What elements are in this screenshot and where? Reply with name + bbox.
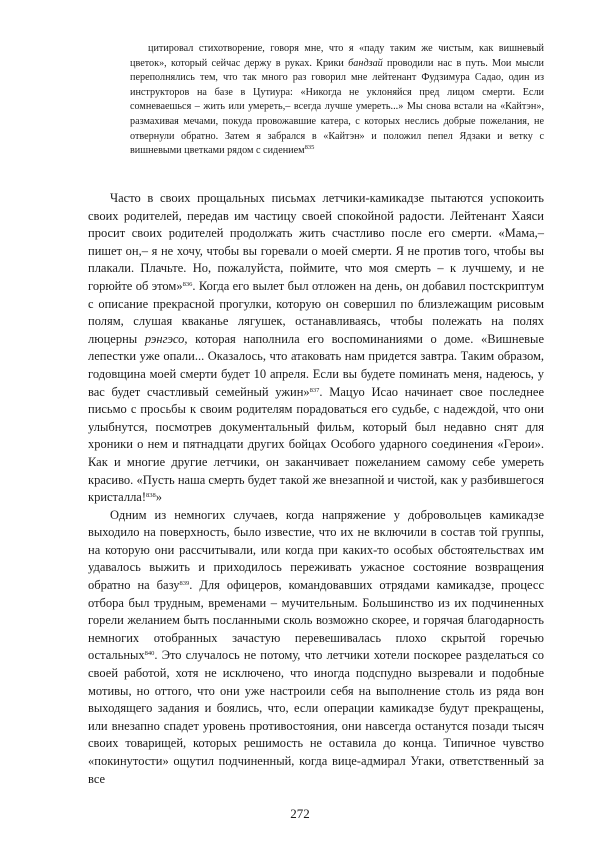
footnote-ref[interactable]: 837 bbox=[309, 386, 320, 394]
footnote-ref[interactable]: 836 bbox=[182, 280, 193, 288]
page-number: 272 bbox=[290, 806, 310, 821]
paragraph-text: Одним из немногих случаев, когда напряжение у добровольцев камикадзе выходило на поверхность, было известие, что их не включили в состав той группы, на которую они рассчитывали, или когда при каких-то особых обстоятельствах им удавалось выжить и приходилось переживать ужасное состояние возвращения обратно на базу bbox=[88, 507, 544, 593]
paragraph-text: . Мацуо Исао начинает свое последнее письмо с просьбы к своим родителям порадоваться его судьбе, с надеждой, что они улыбнутся, посмотрев документальный фильм, который был недавно снят для хроники о нем и пятнадцати других бойцах Особого ударного соединения «Герои». Как и многие другие летчики, он заканчивает пожеланием самому себе умереть красиво. «Пусть наша смерть будет такой же внезапной и чистой, как у разбившегося кристалла! bbox=[88, 384, 544, 505]
footnote-ref[interactable]: 839 bbox=[179, 580, 190, 588]
quote-emphasis: бандзай bbox=[348, 57, 383, 69]
paragraph-2 bbox=[88, 507, 544, 789]
paragraph-text: » bbox=[155, 490, 163, 505]
footnote-ref[interactable]: 835 bbox=[304, 144, 315, 152]
paragraph-1 bbox=[88, 190, 544, 507]
paragraph-emphasis: рэнгэсо bbox=[144, 331, 185, 346]
quote-text-2: проводили нас в путь. Мои мысли переполнялись тем, что так много раз говорил мне лейтенант Фудзимура Садао, один из инструкторов на базе в Цутиура: «Никогда не уклоняйся пред лицом смерти. Если сомневаешься – жить или умереть,– всегда лучше умереть...» Мы снова встали на «Кайтэн», размахивая мечами, покуда провожавшие катера, с которых неслись добрые пожелания, не отвернули обратно. Затем я забрался в «Кайтэн» и положил пепел Ядзаки и ветку с вишневыми цветками рядом с сидением bbox=[130, 57, 544, 157]
paragraph-text: . Когда его вылет был отложен на день, он добавил постскриптум с описание прекрасной прогулки, которую он совершил по близлежащим рисовым полям, слушая кваканье лягушек, останавливаясь, чтобы полежать на полях люцерны bbox=[88, 278, 544, 346]
paragraph-text: , которая наполнила его воспоминаниями о доме. «Вишневые лепестки уже опали... Оказалось, что атаковать нам придется завтра. Таким образом, годовщина моей смерти будет 10 апреля. Если вы будете поминать меня, надеюсь, у вас будет счастливый семейный ужин» bbox=[88, 331, 544, 399]
quote-text-1: цитировал стихотворение, говоря мне, что я «паду таким же чистым, как вишневый цветок», который сейчас держу в руках. Крики bbox=[130, 43, 544, 69]
footnote-ref[interactable]: 840 bbox=[144, 650, 155, 658]
main-text bbox=[88, 190, 544, 788]
paragraph-text: Часто в своих прощальных письмах летчики-камикадзе пытаются успокоить своих родителей, передав им частицу своей спокойной радости. Лейтенант Хаяси просит своих родителей продолжать жить счастливо после его смерти. «Мама,– пишет он,– я не хочу, чтобы вы горевали о моей смерти. Я не против того, чтобы вы плакали. Плачьте. Но, пожалуйста, поймите, что моя смерть – к лучшему, и не горюйте об этом» bbox=[88, 191, 544, 293]
paragraph-text: . Для офицеров, командовавших отрядами камикадзе, процесс отбора был трудным, временами – мучительным. Большинство из их подчиненных горели желанием быть посланными сколь возможно скорее, и горячая благодарность немногих отобранных зачастую перевешивалась плохо скрытой горечью остальных bbox=[88, 578, 544, 663]
block-quote bbox=[130, 42, 544, 159]
footnote-ref[interactable]: 838 bbox=[146, 492, 156, 500]
paragraph-text: . Это случалось не потому, что летчики хотели поскорее разделаться со своей работой, хотя не исключено, что иногда подспудно вызревали и подобные мотивы, но оттого, что они уже настроили себя на выполнение столь из ряда вон выходящего задания и боялись, что, если операции камикадзе будут прекращены, или внезапно спадет уровень противостояния, они навсегда останутся позади тысяч своих товарищей, которых решимость не оставила до конца. Типичное чувство «покинутости» ощутил подчиненный, когда вице-адмирал Угаки, ответственный за все bbox=[88, 648, 544, 786]
